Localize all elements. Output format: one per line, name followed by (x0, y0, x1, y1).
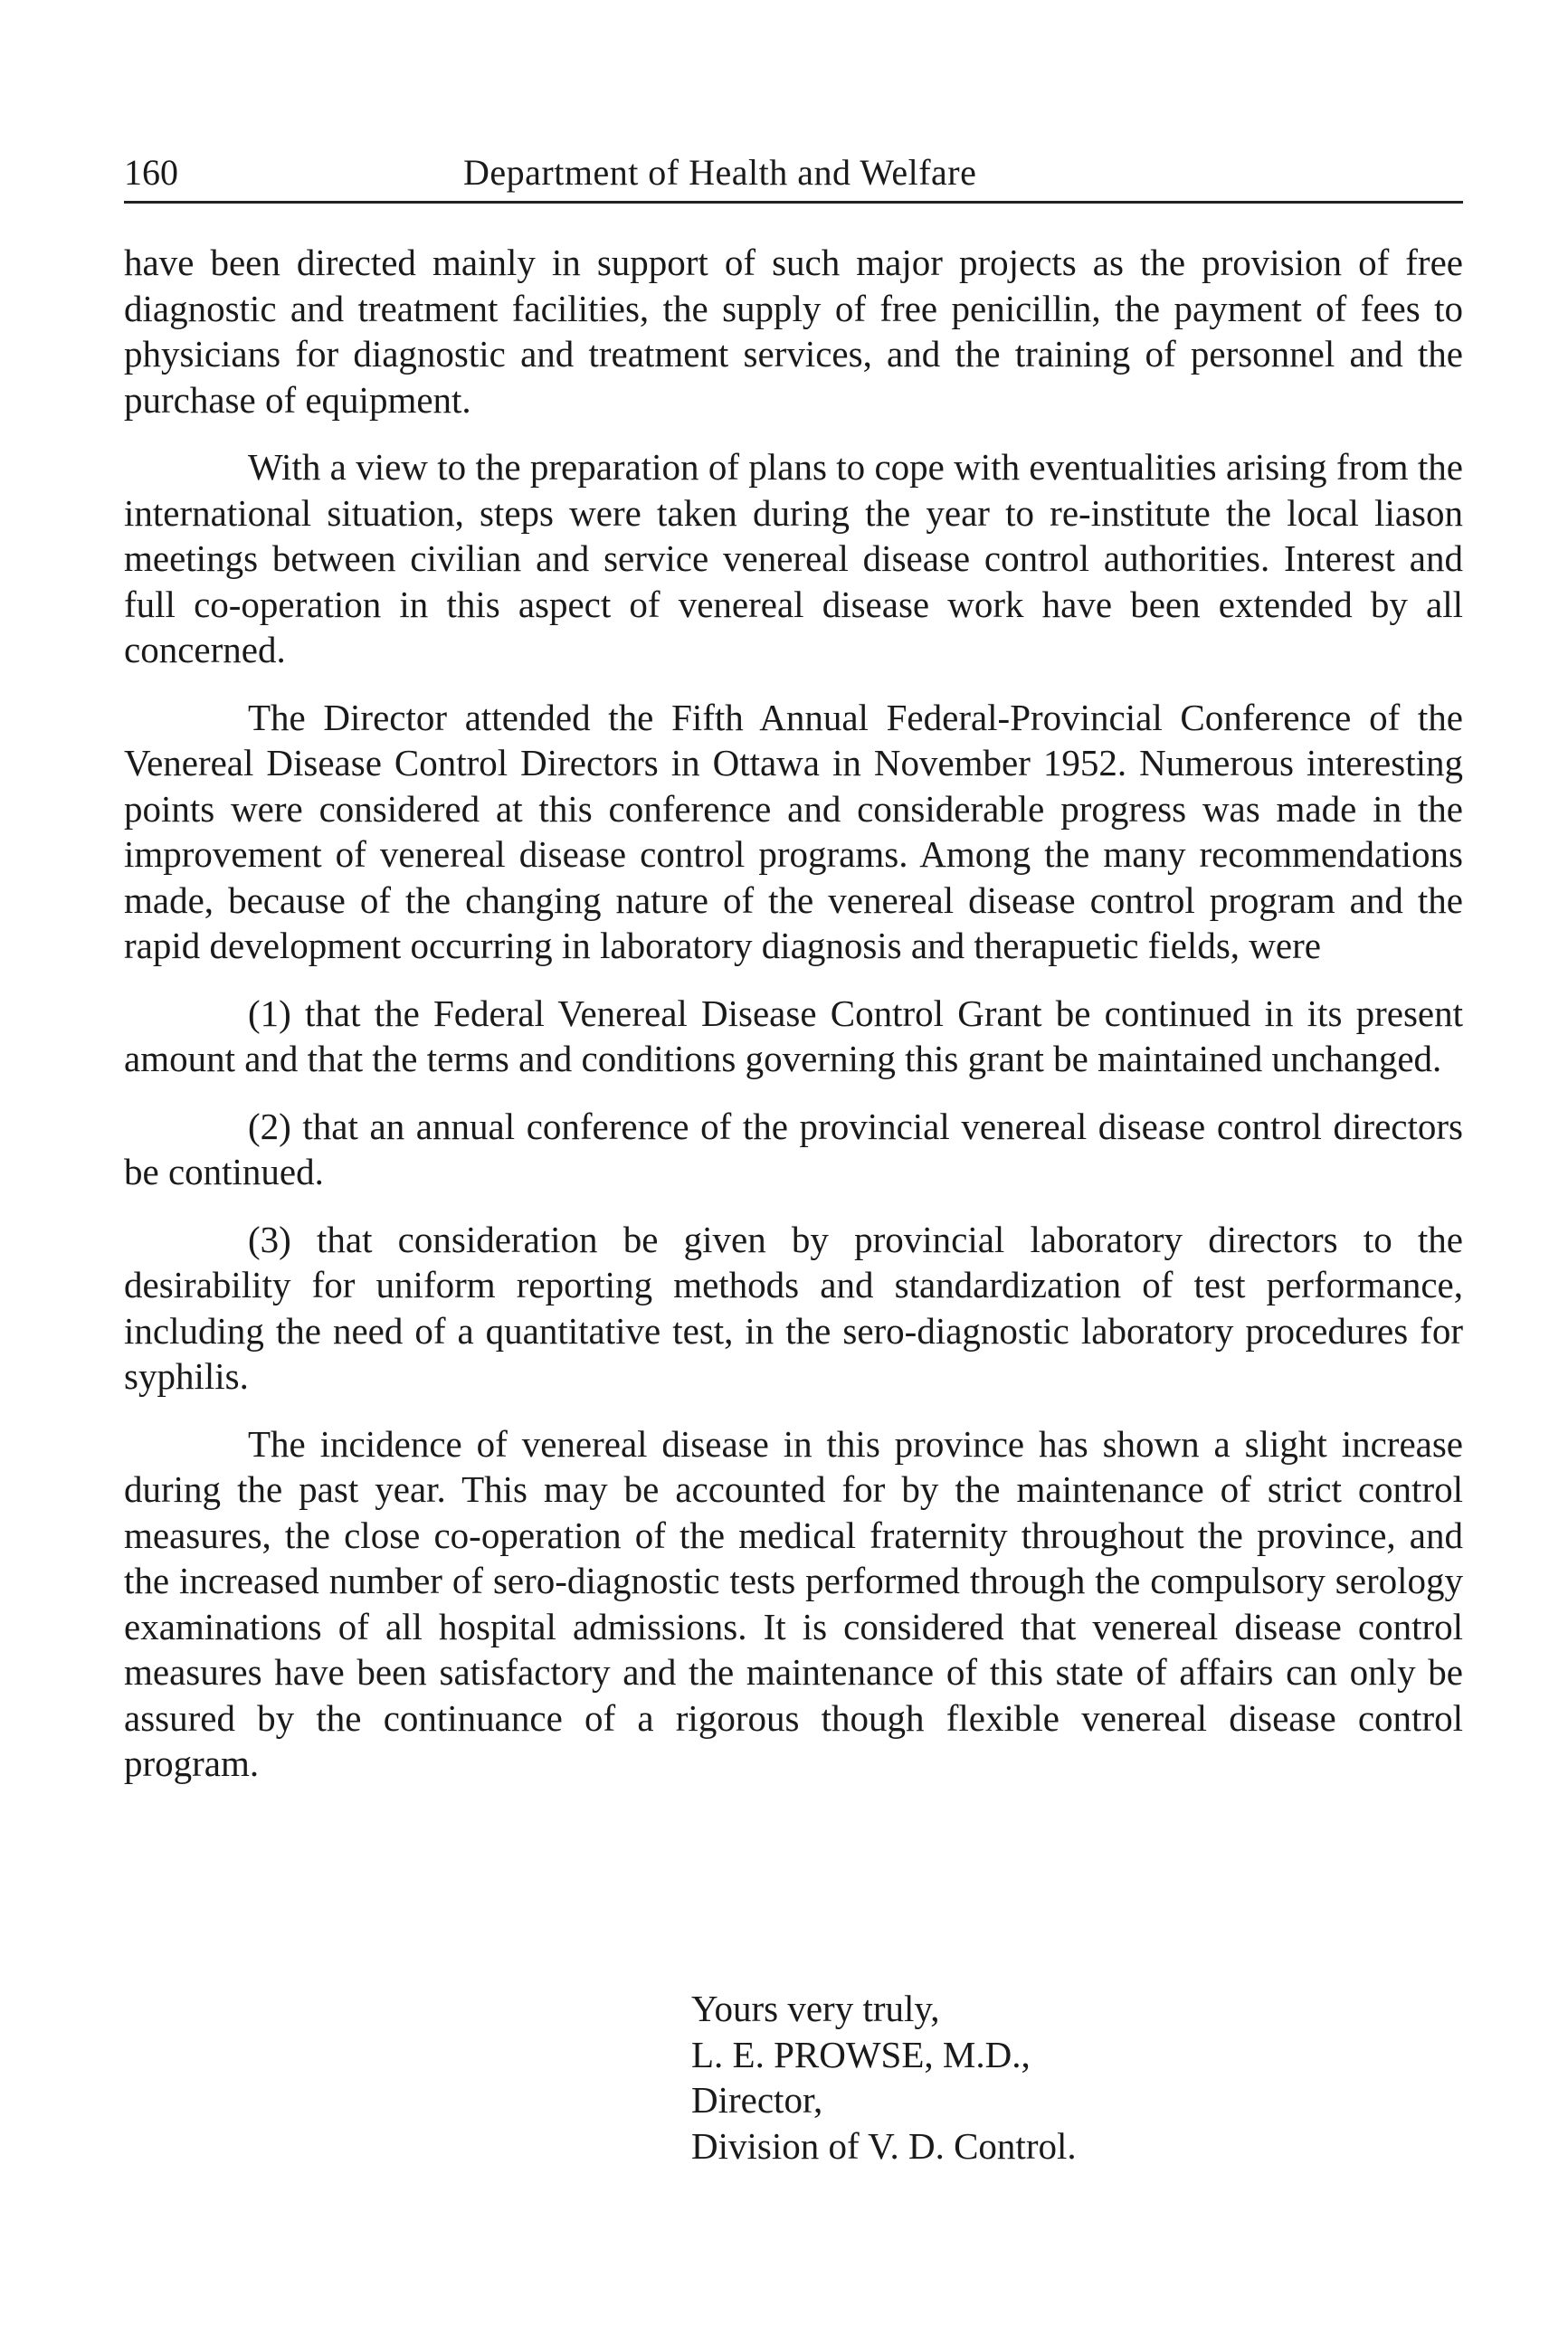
recommendation-3: (3) that consideration be given by provincial laboratory directors to the desirability for uniform reporting methods and standardization of test performance, including the need of a quantitative test, in the sero-diagnostic laboratory procedures for syphilis. (124, 1218, 1463, 1397)
signature-role: Director, (691, 2079, 823, 2121)
signature-name: L. E. PROWSE, M.D., (691, 2033, 1031, 2075)
signature-division: Division of V. D. Control. (691, 2124, 1077, 2167)
paragraph-continuation: have been directed mainly in support of such major projects as the provision of free diagnostic and treatment facilities, the supply of free penicillin, the payment of fees to physicians for diagnostic and treatment services, and the training of personnel and the purchase of equipment. (124, 242, 1463, 421)
recommendation-1: (1) that the Federal Venereal Disease Control Grant be continued in its present amount and that the terms and conditions governing this grant be maintained unchanged. (124, 992, 1463, 1079)
page-number: 160 (124, 152, 178, 193)
page-title: Department of Health and Welfare (463, 152, 977, 193)
recommendation-2: (2) that an annual conference of the provincial venereal disease control directors be continued. (124, 1105, 1463, 1192)
running-header (124, 145, 1463, 204)
signature-closing: Yours very truly, (691, 1988, 940, 2029)
paragraph-conference: The Director attended the Fifth Annual Federal-Provincial Conference of the Venereal Disease Control Directors in Ottawa in November 1952. Numerous interesting points were considered at this conference and considerable progress was made in the improvement of venereal disease control programs. Among the many recommendations made, because of the changing nature of the venereal disease control program and the rapid development occurring in laboratory diagnosis and therapuetic fields, were (124, 696, 1463, 966)
paragraph-incidence: The incidence of venereal disease in this province has shown a slight increase during the past year. This may be accounted for by the maintenance of strict control measures, the close co-operation of the medical fraternity throughout the province, and the increased number of sero-diagnostic tests performed through the compulsory serology examinations of all hospital admissions. It is considered that venereal disease control measures have been satisfactory and the maintenance of this state of affairs can only be assured by the continuance of a rigorous though flexible venereal disease control program. (124, 1422, 1463, 1784)
paragraph-liaison-meetings: With a view to the preparation of plans to cope with eventualities arising from the international situation, steps were taken during the year to re-institute the local liason meetings between civilian and service venereal disease control authorities. Interest and full co-operation in this aspect of venereal disease work have been extended by all concerned. (124, 446, 1463, 670)
signature-block (691, 1986, 1077, 2169)
letter-body (124, 240, 1463, 1809)
